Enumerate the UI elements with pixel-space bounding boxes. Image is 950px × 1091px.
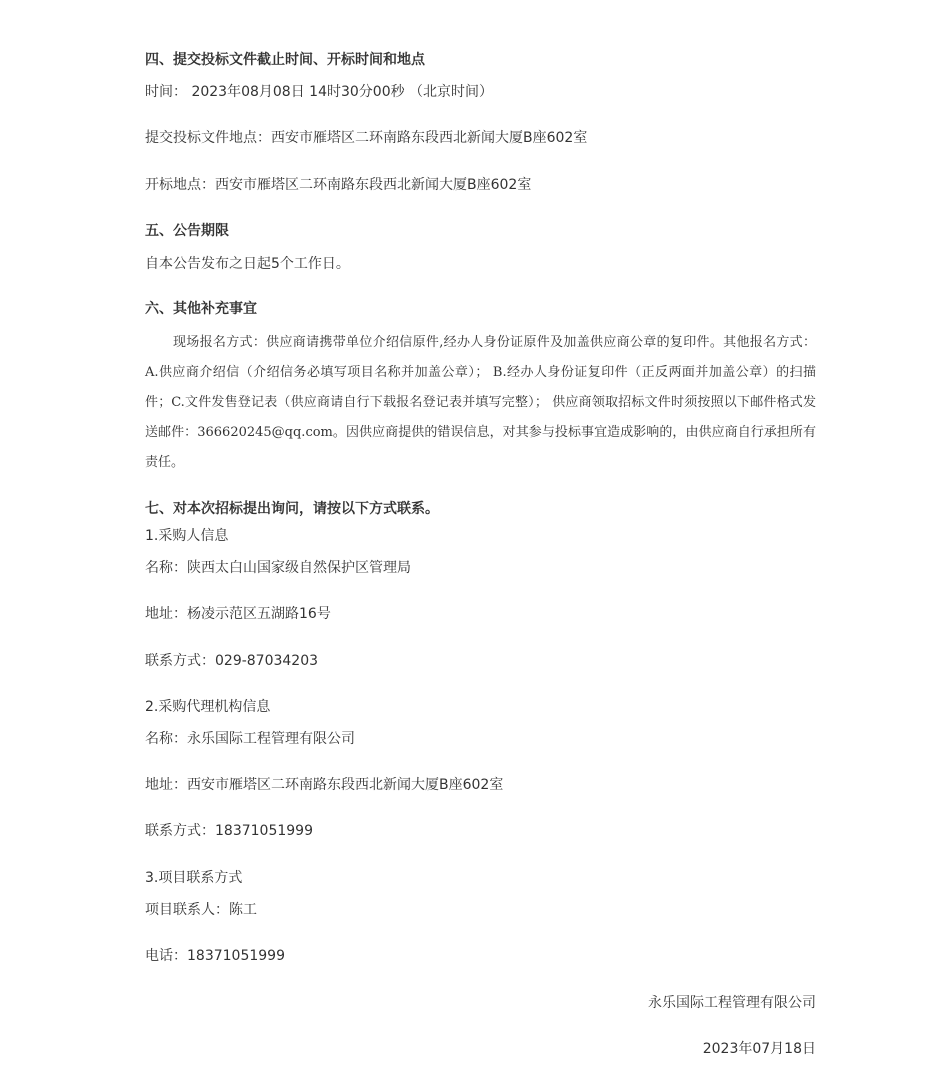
purchaser-name: 名称：陕西太白山国家级自然保护区管理局 xyxy=(145,560,411,576)
section5-heading: 五、公告期限 xyxy=(145,223,229,239)
project-contact-person: 项目联系人：陈工 xyxy=(145,902,257,918)
notice-period-text: 自本公告发布之日起5个工作日。 xyxy=(145,256,350,272)
project-contact-phone: 电话：18371051999 xyxy=(145,948,285,964)
signature-date: 2023年07月18日 xyxy=(702,1041,816,1057)
open-location: 开标地点：西安市雁塔区二环南路东段西北新闻大厦B座602室 xyxy=(145,177,532,193)
agency-address: 地址：西安市雁塔区二环南路东段西北新闻大厦B座602室 xyxy=(145,777,504,793)
supplementary-paragraph: 现场报名方式：供应商请携带单位介绍信原件,经办人身份证原件及加盖供应商公章的复印件。其他报名方式： A.供应商介绍信（介绍信务必填写项目名称并加盖公章）； B.经办人身份证复印件（正反两面并加盖公章）的扫描件；C.文件发售登记表（供应商请自行下载报名登记表并填写完整）； 供应商领取招标文件时须按照以下邮件格式发送邮件：366620245@qq.com。因供应商提供的错误信息，对其参与投标事宜造成影响的，由供应商自行承担所有责任。 xyxy=(145,335,816,470)
deadline-time: 时间： 2023年08月08日 14时30分00秒 （北京时间） xyxy=(145,84,494,100)
agency-contact: 联系方式：18371051999 xyxy=(145,823,313,839)
purchaser-address: 地址：杨凌示范区五湖路16号 xyxy=(145,606,331,622)
submit-location: 提交投标文件地点：西安市雁塔区二环南路东段西北新闻大厦B座602室 xyxy=(145,130,588,146)
signature-company: 永乐国际工程管理有限公司 xyxy=(648,995,816,1011)
project-contact-title: 3.项目联系方式 xyxy=(145,870,243,886)
section7-heading: 七、对本次招标提出询问，请按以下方式联系。 xyxy=(145,501,439,517)
agency-name: 名称：永乐国际工程管理有限公司 xyxy=(145,731,355,747)
purchaser-contact: 联系方式：029-87034203 xyxy=(145,653,319,669)
agency-title: 2.采购代理机构信息 xyxy=(145,699,271,715)
purchaser-title: 1.采购人信息 xyxy=(145,528,229,544)
section4-heading: 四、提交投标文件截止时间、开标时间和地点 xyxy=(145,52,425,68)
section6-heading: 六、其他补充事宜 xyxy=(145,301,257,317)
